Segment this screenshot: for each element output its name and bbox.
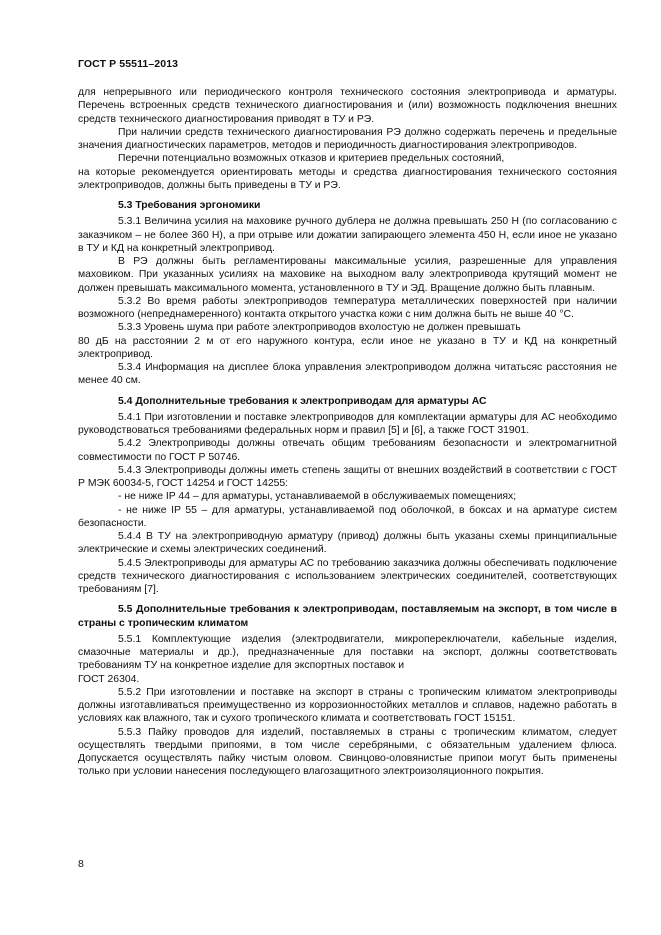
section-heading-5-4: 5.4 Дополнительные требования к электроприводам для арматуры АС [118,395,487,407]
paragraph-5-3-1: 5.3.1 Величина усилия на маховике ручного дублера не должна превышать 250 Н (по согласованию с заказчиком – не более 360 Н), а при отрыве или дожатии запирающего элемента 450 Н, если иное не указано в ТУ и КД на конкретный электропривод. [78,216,617,254]
paragraph-5-5-1: 5.5.1 Комплектующие изделия (электродвигатели, микропереключатели, кабельные изделия, смазочные материалы и др.), предназначенные для поставки на экспорт, должны соответствовать требованиям ТУ на конкретное изделие для экспортных поставок и [78,633,617,672]
paragraph-5-3-3: 5.3.3 Уровень шума при работе электроприводов вхолостую не должен превышать [118,322,521,334]
paragraph-5-3-2: 5.3.2 Во время работы электроприводов температура металлических поверхностей при наличии возможного (непреднамеренного) контакта открытого участка кожи с ним должна быть не выше 40 °С. [78,295,617,320]
paragraph-5-5-1-cont: ГОСТ 26304. [78,673,140,685]
paragraph-failures-list: Перечни потенциально возможных отказов и критериев предельных состояний, [118,153,505,165]
paragraph-5-5-2: 5.5.2 При изготовлении и поставке на экспорт в страны с тропическим климатом электроприводы должны изготавливаться преимущественно из коррозионностойких металлов и сплавов, надежно работать в условиях как влажного, так и сухого тропического климата и соответствовать ГОСТ 15151. [78,686,617,725]
section-heading-5-3: 5.3 Требования эргономики [118,200,261,211]
paragraph-failures-cont: на которые рекомендуется ориентировать методы и средства диагностирования технического состояния электроприводов, должны быть приведены в ТУ и РЭ. [78,166,617,191]
paragraph-5-4-5: 5.4.5 Электроприводы для арматуры АС по требованию заказчика должны обеспечивать подключение средств технического диагностирования с использованием электрических соединителей, соответствующих требованиям [7]. [78,557,617,595]
paragraph-5-3-1-re: В РЭ должны быть регламентированы максимальные усилия, разрешенные для управления маховиком. При указанных усилиях на маховике на выходном валу электропривода крутящий момент не должен превышать максимального момента, установленного в ТУ и ЭД. Вращение должно быть плавным. [78,256,617,294]
list-item-ip44: - не ниже IP 44 – для арматуры, устанавливаемой в обслуживаемых помещениях; [118,491,517,503]
paragraph-diagnostics-re: При наличии средств технического диагностирования РЭ должно содержать перечень и предельные значения диагностических параметров, методов и периодичность диагностирования электроприводов. [78,126,617,151]
page-number: 8 [78,858,84,870]
paragraph-5-3-3-cont: 80 дБ на расстоянии 2 м от его наружного контура, если иное не указано в ТУ и КД на конкретный электропривод. [78,335,617,360]
paragraph-5-5-3: 5.5.3 Пайку проводов для изделий, поставляемых в страны с тропическим климатом, следует осуществлять твердыми припоями, в том числе серебряными, с обязательным удалением флюса. Допускается осуществлять пайку чистым оловом. Свинцово-оловянистые припои могут быть применены только при условии нанесения последующего влагозащитного электроизоляционного покрытия. [78,726,617,778]
paragraph-5-4-1: 5.4.1 При изготовлении и поставке электроприводов для комплектации арматуры для АС необходимо руководствоваться требованиями федеральных норм и правил [5] и [6], а также ГОСТ 31901. [78,411,617,436]
list-item-ip55: - не ниже IP 55 – для арматуры, устанавливаемой под оболочкой, в боксах и на арматуре систем безопасности. [78,504,617,529]
paragraph-5-4-3: 5.4.3 Электроприводы должны иметь степень защиты от внешних воздействий в соответствии с ГОСТ Р МЭК 60034-5, ГОСТ 14254 и ГОСТ 14255: [78,464,617,489]
section-heading-5-5: 5.5 Дополнительные требования к электроприводам, поставляемым на экспорт, в том числе в страны с тропическим климатом [78,604,617,629]
document-body [78,86,617,779]
document-code-header: ГОСТ Р 55511–2013 [78,58,179,70]
paragraph-5-4-2: 5.4.2 Электроприводы должны отвечать общим требованиям безопасности и электромагнитной совместимости по ГОСТ Р 50746. [78,438,617,463]
paragraph-diagnostics-cont: для непрерывного или периодического контроля технического состояния электропривода и арматуры. Перечень встроенных средств технического диагностирования и (или) возможность подключения внешних средств технического диагностирования приводят в ТУ и РЭ. [78,87,617,125]
paragraph-5-3-4: 5.3.4 Информация на дисплее блока управления электроприводом должна читатьсяс расстояния не менее 40 см. [78,362,617,387]
paragraph-5-4-4: 5.4.4 В ТУ на электроприводную арматуру (привод) должны быть указаны схемы принципиальные электрические и схемы электрических соединений. [78,531,617,556]
